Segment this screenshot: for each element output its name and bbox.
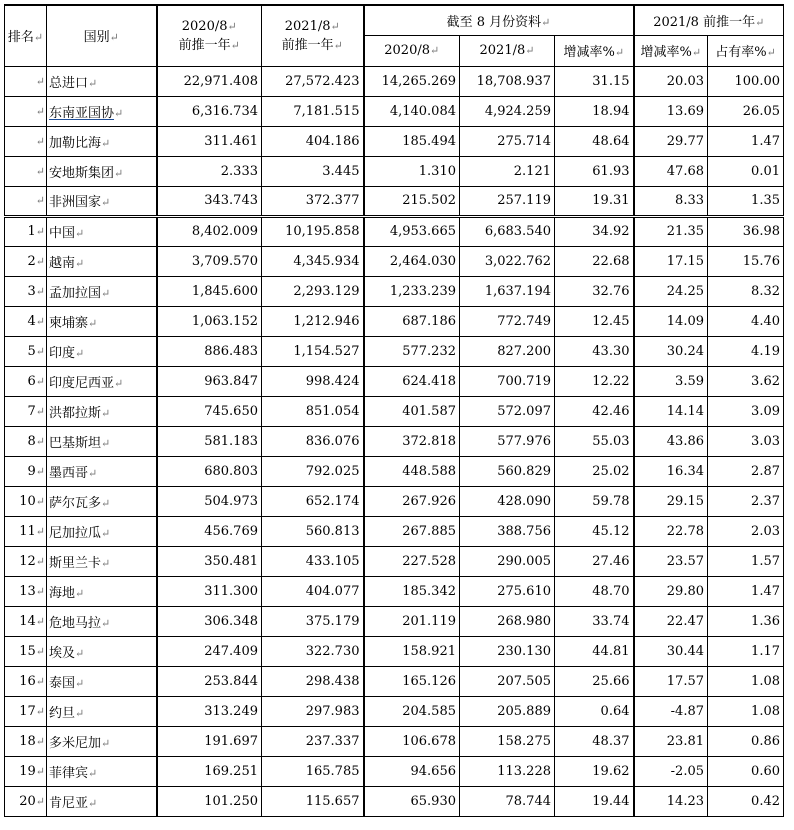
value-prev-change: 43.86 <box>634 426 708 456</box>
header-ytd-change: 增减率%↵ <box>555 35 634 66</box>
rank-cell: 20↵ <box>5 786 47 816</box>
country-name-cell: 多米尼加↵ <box>47 726 157 756</box>
rank-cell: 8↵ <box>5 426 47 456</box>
header-country: 国别↵ <box>47 5 157 66</box>
value-ytd-2021: 827.200 <box>460 336 555 366</box>
value-2020-prev-year: 963.847 <box>157 366 262 396</box>
value-share: 0.01 <box>708 156 784 186</box>
rank-cell: 16↵ <box>5 666 47 696</box>
value-ytd-2020: 215.502 <box>364 186 460 216</box>
value-share: 0.86 <box>708 726 784 756</box>
value-2021-prev-year: 433.105 <box>262 546 364 576</box>
header-2020-prev-year: 2020/8↵ 前推一年↵ <box>157 5 262 66</box>
value-ytd-change: 19.31 <box>555 186 634 216</box>
value-ytd-2021: 4,924.259 <box>460 96 555 126</box>
table-row <box>5 456 784 486</box>
value-ytd-change: 33.74 <box>555 606 634 636</box>
value-ytd-2021: 268.980 <box>460 606 555 636</box>
value-ytd-2020: 267.926 <box>364 486 460 516</box>
value-ytd-change: 34.92 <box>555 216 634 246</box>
country-name-cell: 中国↵ <box>47 216 157 246</box>
country-name-cell: 海地↵ <box>47 576 157 606</box>
value-2020-prev-year: 311.300 <box>157 576 262 606</box>
value-ytd-2020: 1,233.239 <box>364 276 460 306</box>
header-prev-change: 增减率%↵ <box>634 35 708 66</box>
header-ytd-2020: 2020/8↵ <box>364 35 460 66</box>
summary-row <box>5 66 784 96</box>
value-ytd-change: 18.94 <box>555 96 634 126</box>
value-ytd-2020: 158.921 <box>364 636 460 666</box>
summary-row <box>5 96 784 126</box>
value-2020-prev-year: 8,402.009 <box>157 216 262 246</box>
value-ytd-2021: 158.275 <box>460 726 555 756</box>
table-row <box>5 786 784 816</box>
value-2021-prev-year: 1,154.527 <box>262 336 364 366</box>
value-2021-prev-year: 652.174 <box>262 486 364 516</box>
value-2021-prev-year: 4,345.934 <box>262 246 364 276</box>
header-ytd-group: 截至 8 月份资料↵ <box>364 5 634 35</box>
value-ytd-2020: 624.418 <box>364 366 460 396</box>
value-ytd-2020: 106.678 <box>364 726 460 756</box>
value-2020-prev-year: 456.769 <box>157 516 262 546</box>
country-name-cell: 危地马拉↵ <box>47 606 157 636</box>
value-2020-prev-year: 169.251 <box>157 756 262 786</box>
value-ytd-2020: 372.818 <box>364 426 460 456</box>
value-2021-prev-year: 404.186 <box>262 126 364 156</box>
summary-row <box>5 126 784 156</box>
value-ytd-2021: 3,022.762 <box>460 246 555 276</box>
value-2021-prev-year: 237.337 <box>262 726 364 756</box>
value-ytd-change: 45.12 <box>555 516 634 546</box>
value-ytd-change: 48.70 <box>555 576 634 606</box>
value-ytd-2021: 700.719 <box>460 366 555 396</box>
value-2021-prev-year: 2,293.129 <box>262 276 364 306</box>
value-ytd-change: 0.64 <box>555 696 634 726</box>
value-ytd-2021: 113.228 <box>460 756 555 786</box>
value-prev-change: -4.87 <box>634 696 708 726</box>
value-share: 4.19 <box>708 336 784 366</box>
country-name-cell: 萨尔瓦多↵ <box>47 486 157 516</box>
value-2020-prev-year: 1,063.152 <box>157 306 262 336</box>
value-ytd-change: 31.15 <box>555 66 634 96</box>
value-2021-prev-year: 404.077 <box>262 576 364 606</box>
country-name-cell: 斯里兰卡↵ <box>47 546 157 576</box>
rank-cell: 3↵ <box>5 276 47 306</box>
value-prev-change: 29.15 <box>634 486 708 516</box>
rank-cell: 14↵ <box>5 606 47 636</box>
value-prev-change: 23.57 <box>634 546 708 576</box>
rank-cell: 19↵ <box>5 756 47 786</box>
country-name-cell: 巴基斯坦↵ <box>47 426 157 456</box>
country-name-cell: 墨西哥↵ <box>47 456 157 486</box>
rank-cell: 17↵ <box>5 696 47 726</box>
value-share: 3.03 <box>708 426 784 456</box>
value-share: 26.05 <box>708 96 784 126</box>
value-prev-change: 23.81 <box>634 726 708 756</box>
value-prev-change: 30.24 <box>634 336 708 366</box>
value-ytd-change: 55.03 <box>555 426 634 456</box>
value-ytd-2020: 577.232 <box>364 336 460 366</box>
value-ytd-change: 44.81 <box>555 636 634 666</box>
country-name-cell: 孟加拉国↵ <box>47 276 157 306</box>
table-row <box>5 606 784 636</box>
rank-cell: 6↵ <box>5 366 47 396</box>
value-ytd-change: 19.44 <box>555 786 634 816</box>
value-ytd-2021: 207.505 <box>460 666 555 696</box>
value-2021-prev-year: 372.377 <box>262 186 364 216</box>
rank-cell: 12↵ <box>5 546 47 576</box>
value-share: 0.42 <box>708 786 784 816</box>
value-2021-prev-year: 115.657 <box>262 786 364 816</box>
table-row <box>5 426 784 456</box>
rank-cell: 7↵ <box>5 396 47 426</box>
value-2020-prev-year: 306.348 <box>157 606 262 636</box>
value-prev-change: 29.80 <box>634 576 708 606</box>
value-prev-change: 21.35 <box>634 216 708 246</box>
value-share: 3.62 <box>708 366 784 396</box>
value-2020-prev-year: 886.483 <box>157 336 262 366</box>
value-ytd-2020: 687.186 <box>364 306 460 336</box>
rank-cell: 2↵ <box>5 246 47 276</box>
value-share: 1.47 <box>708 126 784 156</box>
value-2021-prev-year: 1,212.946 <box>262 306 364 336</box>
value-2021-prev-year: 165.785 <box>262 756 364 786</box>
value-ytd-2020: 201.119 <box>364 606 460 636</box>
table-row <box>5 756 784 786</box>
value-share: 1.08 <box>708 666 784 696</box>
value-2020-prev-year: 350.481 <box>157 546 262 576</box>
value-ytd-change: 22.68 <box>555 246 634 276</box>
table-row <box>5 276 784 306</box>
value-ytd-2021: 230.130 <box>460 636 555 666</box>
value-2021-prev-year: 375.179 <box>262 606 364 636</box>
value-ytd-change: 43.30 <box>555 336 634 366</box>
rank-cell: 11↵ <box>5 516 47 546</box>
country-name-cell: 印度尼西亚↵ <box>47 366 157 396</box>
country-rows <box>5 216 784 816</box>
value-prev-change: 3.59 <box>634 366 708 396</box>
value-share: 0.60 <box>708 756 784 786</box>
value-ytd-change: 27.46 <box>555 546 634 576</box>
value-ytd-2021: 78.744 <box>460 786 555 816</box>
value-share: 1.36 <box>708 606 784 636</box>
value-prev-change: 22.78 <box>634 516 708 546</box>
country-name-cell: 加勒比海↵ <box>47 126 157 156</box>
value-ytd-change: 12.22 <box>555 366 634 396</box>
value-ytd-2021: 275.610 <box>460 576 555 606</box>
country-name-cell: 总进口↵ <box>47 66 157 96</box>
value-2021-prev-year: 297.983 <box>262 696 364 726</box>
value-2020-prev-year: 2.333 <box>157 156 262 186</box>
value-prev-change: 14.14 <box>634 396 708 426</box>
value-2021-prev-year: 27,572.423 <box>262 66 364 96</box>
rank-cell: 18↵ <box>5 726 47 756</box>
value-2021-prev-year: 998.424 <box>262 366 364 396</box>
country-name-cell: 泰国↵ <box>47 666 157 696</box>
table-row <box>5 366 784 396</box>
value-ytd-2020: 165.126 <box>364 666 460 696</box>
value-prev-change: 24.25 <box>634 276 708 306</box>
country-name-cell: 洪都拉斯↵ <box>47 396 157 426</box>
value-2020-prev-year: 1,845.600 <box>157 276 262 306</box>
value-ytd-2020: 94.656 <box>364 756 460 786</box>
value-2021-prev-year: 792.025 <box>262 456 364 486</box>
value-ytd-2020: 1.310 <box>364 156 460 186</box>
value-2020-prev-year: 3,709.570 <box>157 246 262 276</box>
value-ytd-2020: 267.885 <box>364 516 460 546</box>
rank-cell: 9↵ <box>5 456 47 486</box>
value-ytd-2020: 65.930 <box>364 786 460 816</box>
value-2020-prev-year: 191.697 <box>157 726 262 756</box>
country-name-cell: 约旦↵ <box>47 696 157 726</box>
value-share: 100.00 <box>708 66 784 96</box>
value-ytd-change: 32.76 <box>555 276 634 306</box>
value-ytd-change: 25.66 <box>555 666 634 696</box>
value-ytd-change: 25.02 <box>555 456 634 486</box>
value-prev-change: 20.03 <box>634 66 708 96</box>
header-share: 占有率%↵ <box>708 35 784 66</box>
value-share: 2.87 <box>708 456 784 486</box>
country-name-cell: 菲律宾↵ <box>47 756 157 786</box>
value-2021-prev-year: 3.445 <box>262 156 364 186</box>
table-row <box>5 516 784 546</box>
value-2021-prev-year: 7,181.515 <box>262 96 364 126</box>
value-ytd-2021: 275.714 <box>460 126 555 156</box>
value-2021-prev-year: 836.076 <box>262 426 364 456</box>
value-ytd-2020: 204.585 <box>364 696 460 726</box>
value-2020-prev-year: 6,316.734 <box>157 96 262 126</box>
value-ytd-2021: 1,637.194 <box>460 276 555 306</box>
value-2020-prev-year: 680.803 <box>157 456 262 486</box>
header-ytd-2021: 2021/8↵ <box>460 35 555 66</box>
value-ytd-2020: 4,140.084 <box>364 96 460 126</box>
value-share: 2.37 <box>708 486 784 516</box>
value-prev-change: 17.15 <box>634 246 708 276</box>
value-share: 4.40 <box>708 306 784 336</box>
value-ytd-2020: 185.342 <box>364 576 460 606</box>
rank-cell: 4↵ <box>5 306 47 336</box>
rank-cell: ↵ <box>5 96 47 126</box>
value-ytd-change: 61.93 <box>555 156 634 186</box>
value-ytd-2021: 428.090 <box>460 486 555 516</box>
value-ytd-change: 42.46 <box>555 396 634 426</box>
table-row <box>5 336 784 366</box>
value-ytd-2020: 448.588 <box>364 456 460 486</box>
value-share: 1.17 <box>708 636 784 666</box>
value-share: 1.57 <box>708 546 784 576</box>
country-name-cell: 越南↵ <box>47 246 157 276</box>
rank-cell: ↵ <box>5 126 47 156</box>
value-ytd-2021: 560.829 <box>460 456 555 486</box>
table-row <box>5 216 784 246</box>
value-share: 36.98 <box>708 216 784 246</box>
rank-cell: 10↵ <box>5 486 47 516</box>
value-2021-prev-year: 10,195.858 <box>262 216 364 246</box>
summary-row <box>5 186 784 216</box>
value-share: 8.32 <box>708 276 784 306</box>
value-prev-change: 29.77 <box>634 126 708 156</box>
value-2020-prev-year: 101.250 <box>157 786 262 816</box>
value-ytd-2021: 2.121 <box>460 156 555 186</box>
table-row <box>5 576 784 606</box>
table-row <box>5 486 784 516</box>
value-share: 1.47 <box>708 576 784 606</box>
table-row <box>5 636 784 666</box>
value-2020-prev-year: 311.461 <box>157 126 262 156</box>
value-ytd-2021: 290.005 <box>460 546 555 576</box>
table-row <box>5 306 784 336</box>
rank-cell: 1↵ <box>5 216 47 246</box>
rank-cell: 15↵ <box>5 636 47 666</box>
value-2020-prev-year: 247.409 <box>157 636 262 666</box>
value-prev-change: 14.23 <box>634 786 708 816</box>
table-row <box>5 696 784 726</box>
summary-rows <box>5 66 784 216</box>
value-prev-change: -2.05 <box>634 756 708 786</box>
header-rank: 排名↵ <box>5 5 47 66</box>
rank-cell: ↵ <box>5 186 47 216</box>
value-prev-change: 8.33 <box>634 186 708 216</box>
value-ytd-2021: 257.119 <box>460 186 555 216</box>
rank-cell: ↵ <box>5 156 47 186</box>
table-row <box>5 396 784 426</box>
value-prev-change: 30.44 <box>634 636 708 666</box>
value-share: 2.03 <box>708 516 784 546</box>
value-2021-prev-year: 322.730 <box>262 636 364 666</box>
header-2021-prev-year: 2021/8↵ 前推一年↵ <box>262 5 364 66</box>
value-2020-prev-year: 504.973 <box>157 486 262 516</box>
value-2020-prev-year: 22,971.408 <box>157 66 262 96</box>
value-ytd-change: 12.45 <box>555 306 634 336</box>
import-table <box>4 4 784 817</box>
country-name-cell: 尼加拉瓜↵ <box>47 516 157 546</box>
value-ytd-change: 48.37 <box>555 726 634 756</box>
table-row <box>5 546 784 576</box>
value-share: 1.08 <box>708 696 784 726</box>
value-prev-change: 17.57 <box>634 666 708 696</box>
value-ytd-2021: 6,683.540 <box>460 216 555 246</box>
value-prev-change: 14.09 <box>634 306 708 336</box>
value-prev-change: 22.47 <box>634 606 708 636</box>
value-ytd-2021: 18,708.937 <box>460 66 555 96</box>
rank-cell: 13↵ <box>5 576 47 606</box>
country-name-cell: 非洲国家↵ <box>47 186 157 216</box>
value-2021-prev-year: 560.813 <box>262 516 364 546</box>
value-prev-change: 16.34 <box>634 456 708 486</box>
rank-cell: ↵ <box>5 66 47 96</box>
value-share: 1.35 <box>708 186 784 216</box>
value-ytd-change: 59.78 <box>555 486 634 516</box>
country-name-cell: 柬埔寨↵ <box>47 306 157 336</box>
import-statistics-sheet <box>4 4 784 817</box>
value-ytd-2020: 227.528 <box>364 546 460 576</box>
value-share: 15.76 <box>708 246 784 276</box>
value-ytd-2020: 401.587 <box>364 396 460 426</box>
value-ytd-2021: 572.097 <box>460 396 555 426</box>
value-ytd-2021: 388.756 <box>460 516 555 546</box>
table-row <box>5 726 784 756</box>
value-share: 3.09 <box>708 396 784 426</box>
header-prev-year-group: 2021/8 前推一年↵ <box>634 5 784 35</box>
rank-cell: 5↵ <box>5 336 47 366</box>
value-2021-prev-year: 851.054 <box>262 396 364 426</box>
table-row <box>5 246 784 276</box>
value-2020-prev-year: 581.183 <box>157 426 262 456</box>
country-name-cell: 安地斯集团↵ <box>47 156 157 186</box>
country-name-cell: 肯尼亚↵ <box>47 786 157 816</box>
summary-row <box>5 156 784 186</box>
value-ytd-change: 19.62 <box>555 756 634 786</box>
value-2021-prev-year: 298.438 <box>262 666 364 696</box>
value-ytd-2021: 772.749 <box>460 306 555 336</box>
value-2020-prev-year: 313.249 <box>157 696 262 726</box>
value-ytd-2021: 205.889 <box>460 696 555 726</box>
value-ytd-2020: 4,953.665 <box>364 216 460 246</box>
value-2020-prev-year: 253.844 <box>157 666 262 696</box>
value-prev-change: 13.69 <box>634 96 708 126</box>
country-name-cell: 埃及↵ <box>47 636 157 666</box>
country-name-cell: 东南亚国协↵ <box>47 96 157 126</box>
value-ytd-2020: 14,265.269 <box>364 66 460 96</box>
value-ytd-2020: 2,464.030 <box>364 246 460 276</box>
value-ytd-change: 48.64 <box>555 126 634 156</box>
value-2020-prev-year: 343.743 <box>157 186 262 216</box>
table-row <box>5 666 784 696</box>
country-name-cell: 印度↵ <box>47 336 157 366</box>
value-2020-prev-year: 745.650 <box>157 396 262 426</box>
value-ytd-2020: 185.494 <box>364 126 460 156</box>
value-prev-change: 47.68 <box>634 156 708 186</box>
value-ytd-2021: 577.976 <box>460 426 555 456</box>
